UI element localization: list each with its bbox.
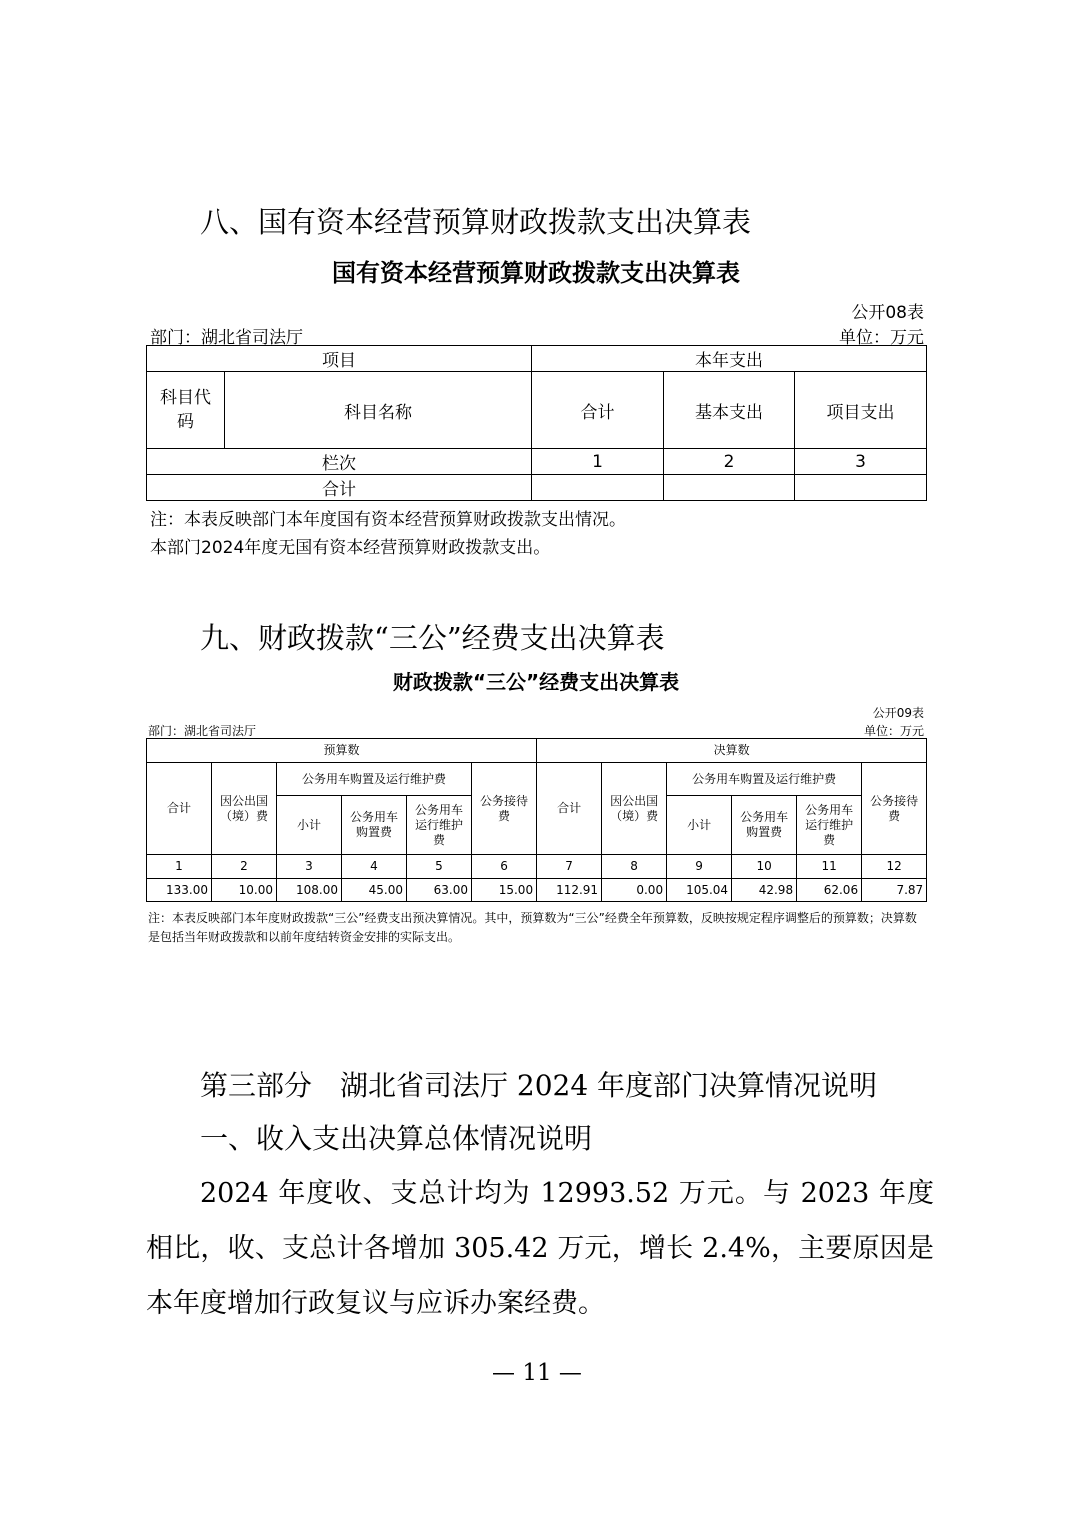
table-09 [146,738,927,902]
section-8-heading: 八、国有资本经营预算财政拨款支出决算表 [200,205,752,239]
table-08-dept: 部门：湖北省司法厅 [150,328,303,348]
t9-value: 112.91 [537,879,602,902]
t8-col-2: 2 [664,449,795,475]
t9-col-number: 6 [472,855,537,879]
t9-column-number-row [147,855,927,879]
table-08-code: 公开08表 [851,303,924,323]
t8-col-1: 1 [532,449,664,475]
t8-row-total-label: 合计 [147,475,532,501]
t9-budget-subtotal-header: 小计 [277,796,342,855]
t9-value-row [147,879,927,902]
t9-value: 108.00 [277,879,342,902]
t9-col-number: 4 [342,855,407,879]
table-08-statement: 本部门2024年度无国有资本经营预算财政拨款支出。 [150,538,551,558]
t8-header-year: 本年支出 [532,346,927,372]
part-3-paragraph: 2024 年度收、支总计均为 12993.52 万元。与 2023 年度相比，收、支总计各增加 305.42 万元，增长 2.4%，主要原因是本年度增加行政复议与应诉办案经费。 [146,1178,934,1319]
t9-col-number: 9 [667,855,732,879]
table-08-unit: 单位：万元 [839,328,924,348]
t8-header-total: 合计 [532,372,664,449]
t9-value: 10.00 [212,879,277,902]
t9-value: 42.98 [732,879,797,902]
t9-final-purchase-header: 公务用车购置费 [732,796,797,855]
t9-header-budget: 预算数 [147,739,537,763]
t8-col-3: 3 [795,449,927,475]
table-09-note: 注：本表反映部门本年度财政拨款“三公”经费支出预决算情况。其中，预算数为“三公”经费全年预算数，反映按规定程序调整后的预算数；决算数是包括当年财政拨款和以前年度结转资金安排的实际支出。 [148,911,917,944]
t9-col-number: 3 [277,855,342,879]
t9-value: 0.00 [602,879,667,902]
t9-value: 63.00 [407,879,472,902]
t9-col-number: 5 [407,855,472,879]
t8-basic-value [664,475,795,501]
t8-header-project: 项目支出 [795,372,927,449]
t8-project-value [795,475,927,501]
t9-budget-operate-header: 公务用车运行维护费 [407,796,472,855]
t9-budget-vehicle-header: 公务用车购置及运行维护费 [277,763,472,796]
table-08-title: 国有资本经营预算财政拨款支出决算表 [332,259,740,287]
t9-budget-abroad-header: 因公出国（境）费 [212,763,277,855]
t9-final-total-header: 合计 [537,763,602,855]
t9-value: 7.87 [862,879,927,902]
table-08 [146,345,927,501]
t9-col-number: 10 [732,855,797,879]
t9-budget-reception-header: 公务接待费 [472,763,537,855]
t9-value: 105.04 [667,879,732,902]
t9-budget-purchase-header: 公务用车购置费 [342,796,407,855]
t8-row-column-label: 栏次 [147,449,532,475]
t9-col-number: 2 [212,855,277,879]
t9-col-number: 8 [602,855,667,879]
t8-header-basic: 基本支出 [664,372,795,449]
table-08-note: 注：本表反映部门本年度国有资本经营预算财政拨款支出情况。 [150,510,626,530]
t9-final-operate-header: 公务用车运行维护费 [797,796,862,855]
t9-col-number: 1 [147,855,212,879]
t9-budget-total-header: 合计 [147,763,212,855]
t8-header-name: 科目名称 [225,372,532,449]
t8-header-code: 科目代码 [147,372,225,449]
t8-total-value [532,475,664,501]
t9-final-abroad-header: 因公出国（境）费 [602,763,667,855]
section-9-heading: 九、财政拨款“三公”经费支出决算表 [200,621,665,655]
table-09-code: 公开09表 [872,706,924,720]
table-09-dept: 部门：湖北省司法厅 [148,724,257,738]
page-number: — 11 — [492,1360,582,1386]
table-09-title: 财政拨款“三公”经费支出决算表 [392,670,680,694]
t9-value: 133.00 [147,879,212,902]
t9-header-final: 决算数 [537,739,927,763]
t9-value: 45.00 [342,879,407,902]
part-3-subheading: 一、收入支出决算总体情况说明 [200,1122,593,1155]
part-3-heading: 第三部分 湖北省司法厅 2024 年度部门决算情况说明 [200,1069,878,1102]
t9-col-number: 7 [537,855,602,879]
t9-final-subtotal-header: 小计 [667,796,732,855]
t9-final-vehicle-header: 公务用车购置及运行维护费 [667,763,862,796]
t9-col-number: 12 [862,855,927,879]
table-09-unit: 单位：万元 [863,724,924,738]
t9-value: 62.06 [797,879,862,902]
t8-header-item: 项目 [147,346,532,372]
t9-col-number: 11 [797,855,862,879]
t9-value: 15.00 [472,879,537,902]
t9-final-reception-header: 公务接待费 [862,763,927,855]
